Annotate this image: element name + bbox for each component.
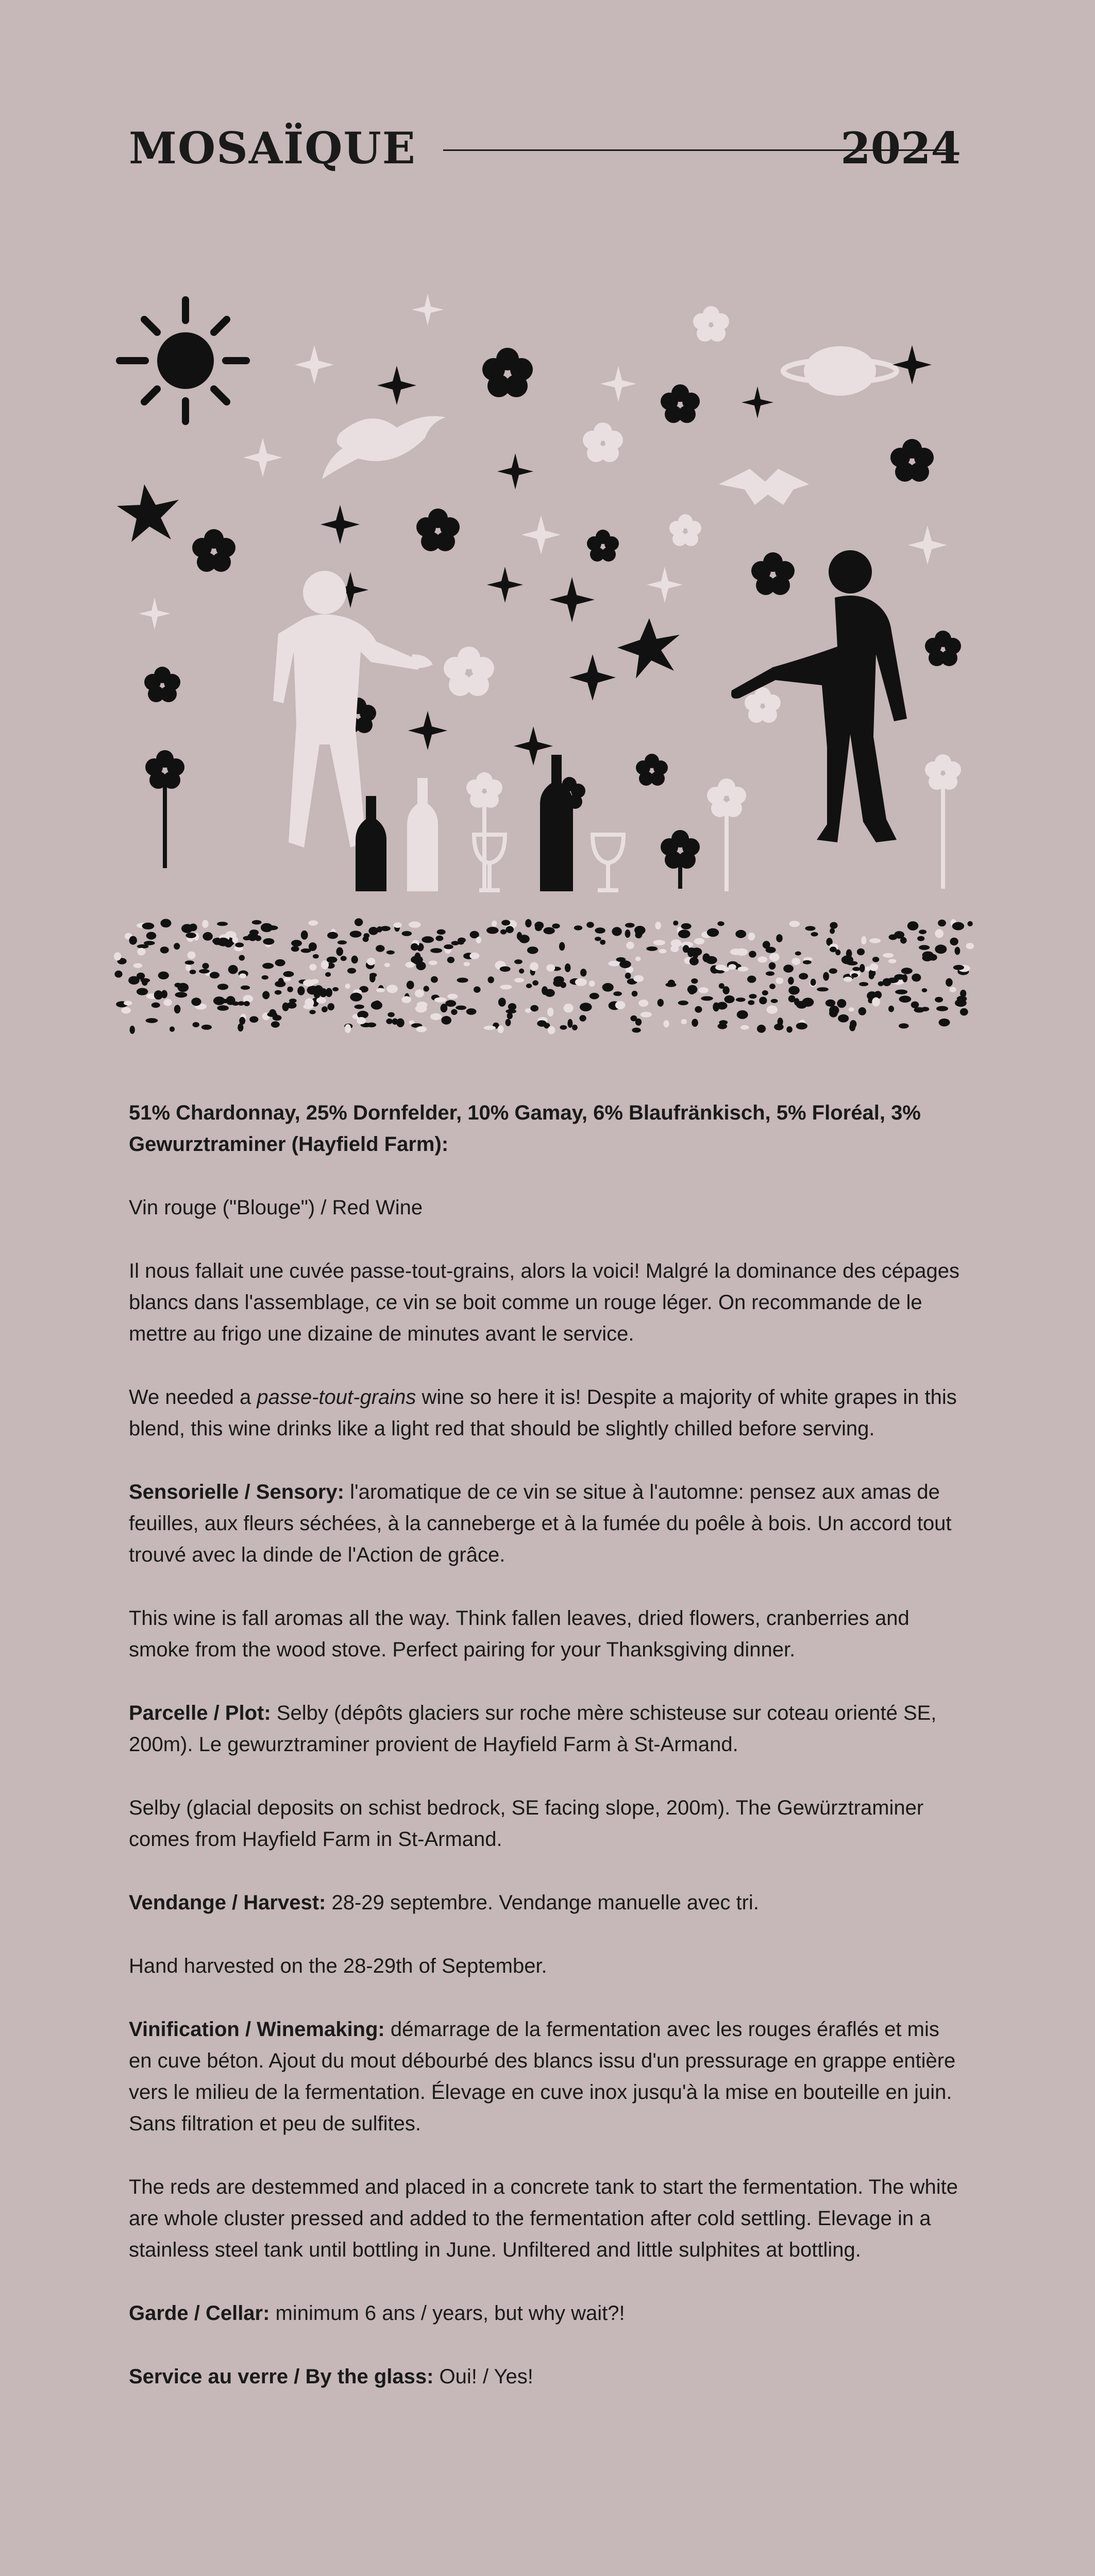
sensory-english: This wine is fall aromas all the way. Think fallen leaves, dried flowers, cranberries and smoke from the wood stove. Perfect pairing for your Thanksgiving dinner. bbox=[129, 1607, 909, 1661]
intro-french: Il nous fallait une cuvée passe-tout-grains, alors la voici! Malgré la dominance des cépages blancs dans l'assemblage, ce vin se boit comme un rouge léger. On recommande de le mettre au frigo une dizaine de minutes avant le service. bbox=[129, 1260, 959, 1345]
pebble-ground bbox=[114, 918, 974, 1034]
by-the-glass-info: Service au verre / By the glass: Oui! / Yes! bbox=[129, 2365, 533, 2388]
plot-french: Parcelle / Plot: Selby (dépôts glaciers sur roche mère schisteuse sur coteau orienté SE, 200m). Le gewurztraminer provient de Hayfield Farm à St-Armand. bbox=[129, 1702, 937, 1756]
winemaking-english: The reds are destemmed and placed in a concrete tank to start the fermentation. The white are whole cluster pressed and added to the fermentation after cold settling. Elevage in a stainless steel tank until bottling in June. Unfiltered and little sulphites at bottling. bbox=[129, 2176, 958, 2261]
bat-icon bbox=[719, 469, 809, 505]
vintage-year: 2024 bbox=[840, 123, 961, 174]
dove-icon bbox=[322, 416, 446, 480]
planet-icon bbox=[783, 346, 897, 396]
label-illustration bbox=[108, 289, 979, 1046]
bottle-icons bbox=[356, 755, 573, 891]
light-star-icons bbox=[139, 294, 947, 630]
plot-english: Selby (glacial deposits on schist bedrock, SE facing slope, 200m). The Gewürztraminer comes from Hayfield Farm in St-Armand. bbox=[129, 1797, 924, 1851]
cellar-info: Garde / Cellar: minimum 6 ans / years, but why wait?! bbox=[129, 2302, 625, 2325]
page-header bbox=[129, 117, 961, 179]
wine-type: Vin rouge ("Blouge") / Red Wine bbox=[129, 1196, 423, 1219]
sun-icon bbox=[120, 300, 246, 421]
light-figure bbox=[273, 571, 433, 848]
intro-english: We needed a passe-tout-grains wine so here it is! Despite a majority of white grapes in this blend, this wine drinks like a light red that should be slightly chilled before serving. bbox=[129, 1386, 957, 1440]
grape-blend: 51% Chardonnay, 25% Dornfelder, 10% Gamay, 6% Blaufränkisch, 5% Floréal, 3% Gewurztraminer (Hayfield Farm): bbox=[129, 1101, 921, 1156]
harvest-french: Vendange / Harvest: 28-29 septembre. Vendange manuelle avec tri. bbox=[129, 1891, 759, 1914]
page-title: MOSAÏQUE bbox=[129, 123, 416, 174]
sensory-french: Sensorielle / Sensory: l'aromatique de ce vin se situe à l'automne: pensez aux amas de feuilles, aux fleurs séchées, à la canneberge et à la fumée du poêle à bois. Un accord tout trouvé avec la dinde de l'Action de grâce. bbox=[129, 1481, 952, 1566]
harvest-english: Hand harvested on the 28-29th of September. bbox=[129, 1955, 547, 1977]
star-icons bbox=[117, 345, 932, 766]
wine-description bbox=[129, 1097, 961, 2425]
winemaking-french: Vinification / Winemaking: démarrage de la fermentation avec les rouges éraflés et mis en cuve béton. Ajout du mout débourbé des blancs issu d'un pressurage en grappe entière vers le milieu de la fermentation. Élevage en cuve inox jusqu'à la mise en bouteille en juin. Sans filtration et peu de sulfites. bbox=[129, 2018, 956, 2135]
